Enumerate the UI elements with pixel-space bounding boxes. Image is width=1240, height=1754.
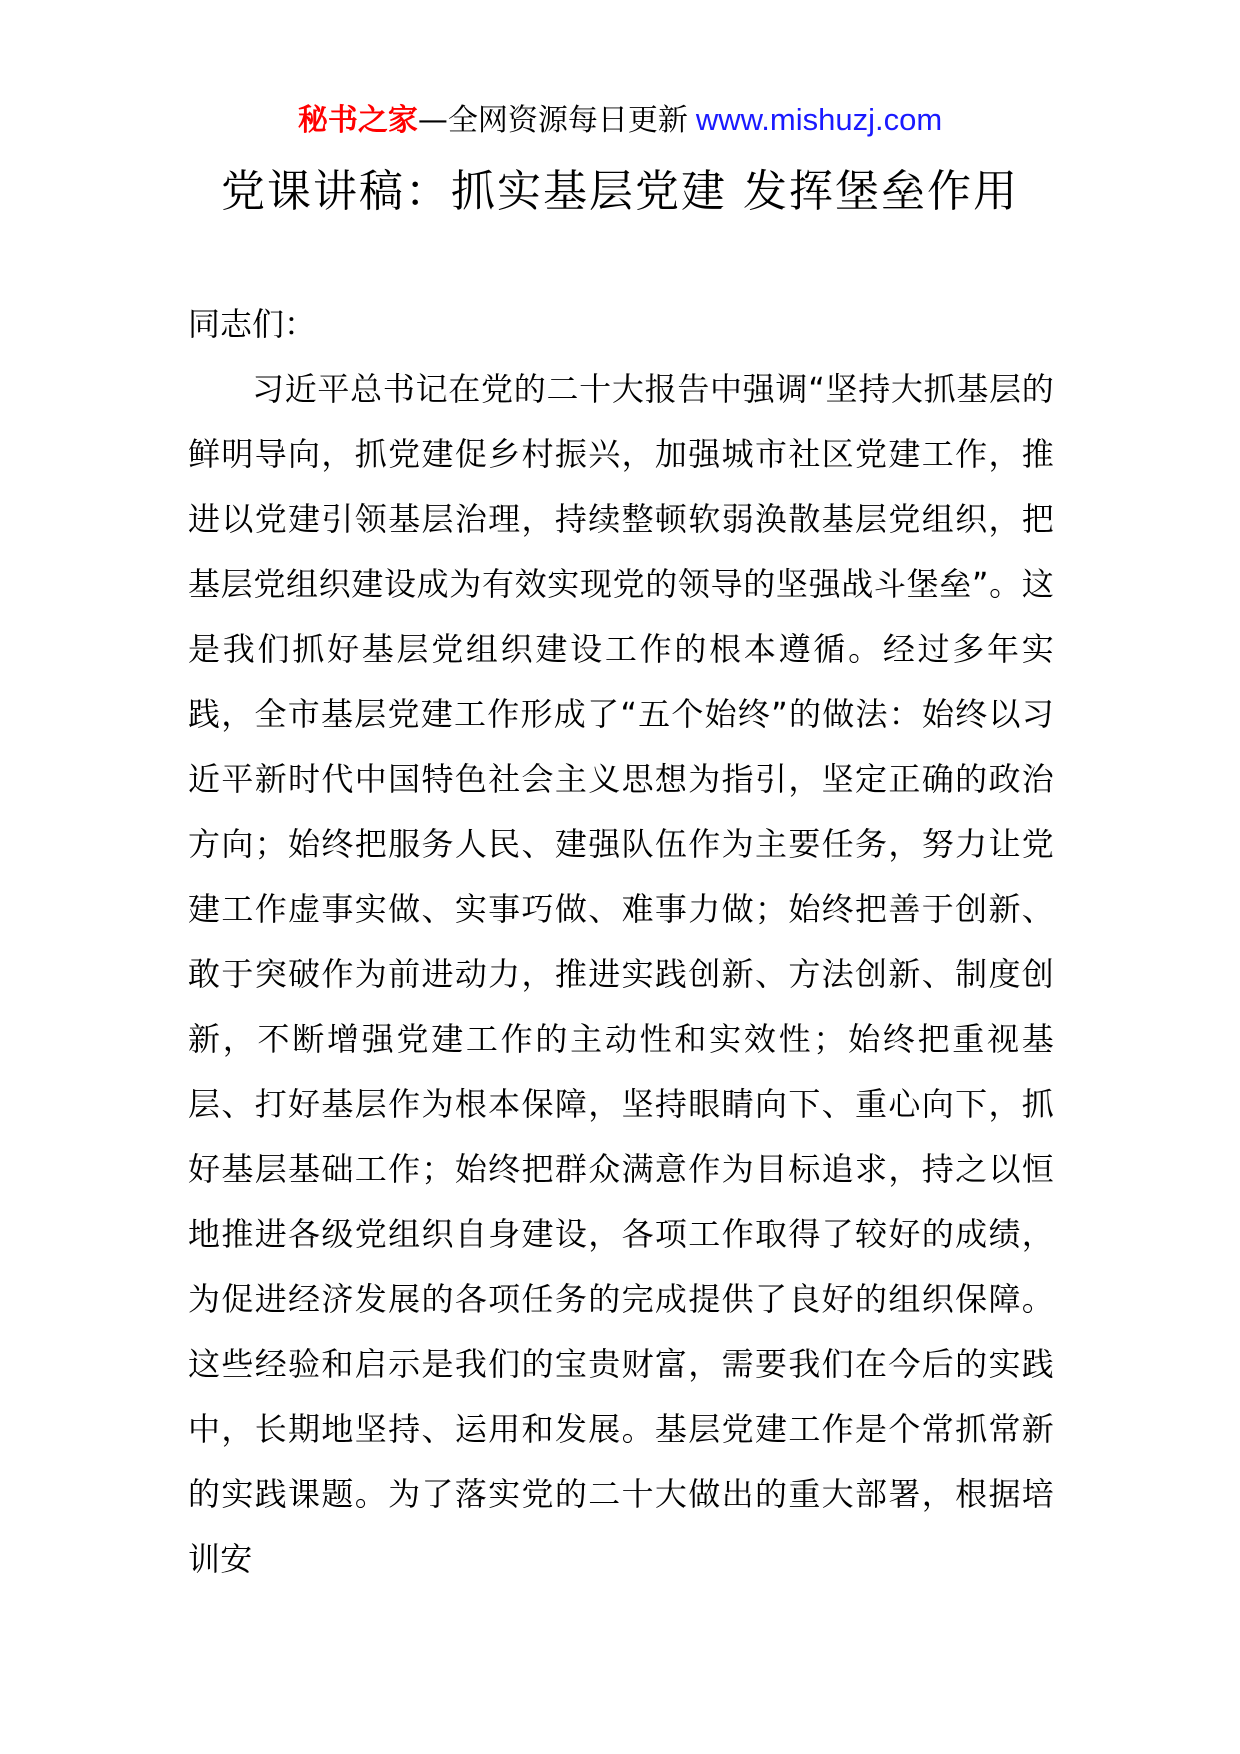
- body-paragraph: 习近平总书记在党的二十大报告中强调“坚持大抓基层的鲜明导向，抓党建促乡村振兴，加强城市社区党建工作，推进以党建引领基层治理，持续整顿软弱涣散基层党组织，把基层党组织建设成为有效实现党的领导的坚强战斗堡垒”。这是我们抓好基层党组织建设工作的根本遵循。经过多年实践，全市基层党建工作形成了“五个始终”的做法：始终以习近平新时代中国特色社会主义思想为指引，坚定正确的政治方向；始终把服务人民、建强队伍作为主要任务，努力让党建工作虚事实做、实事巧做、难事力做；始终把善于创新、敢于突破作为前进动力，推进实践创新、方法创新、制度创新，不断增强党建工作的主动性和实效性；始终把重视基层、打好基层作为根本保障，坚持眼睛向下、重心向下，抓好基层基础工作；始终把群众满意作为目标追求，持之以恒地推进各级党组织自身建设，各项工作取得了较好的成绩，为促进经济发展的各项任务的完成提供了良好的组织保障。这些经验和启示是我们的宝贵财富，需要我们在今后的实践中，长期地坚持、运用和发展。基层党建工作是个常抓常新的实践课题。为了落实党的二十大做出的重大部署，根据培训安: [188, 370, 1054, 1578]
- site-url-link[interactable]: www.mishuzj.com: [695, 102, 943, 137]
- watermark-header: [0, 100, 1240, 141]
- salutation: 同志们：: [188, 305, 317, 343]
- document-title: 党课讲稿：抓实基层党建 发挥堡垒作用: [221, 166, 1019, 217]
- document-body: [188, 292, 1054, 1592]
- header-tagline: —全网资源每日更新: [417, 103, 688, 138]
- brand-name: 秘书之家: [297, 103, 418, 138]
